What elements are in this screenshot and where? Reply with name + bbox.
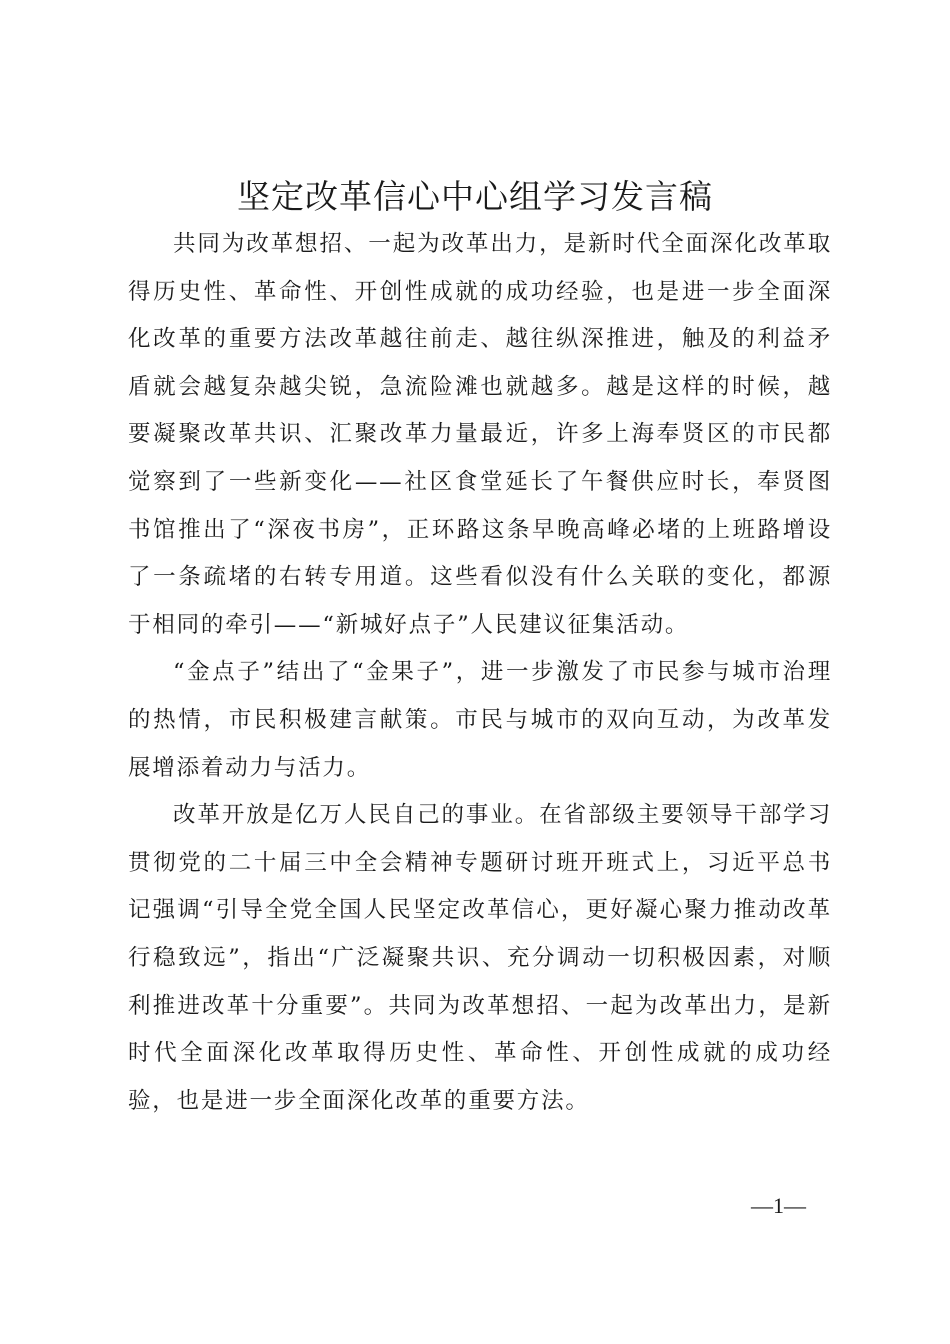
page-number: —1— bbox=[751, 1193, 806, 1218]
document-title: 坚定改革信心中心组学习发言稿 bbox=[237, 177, 713, 216]
paragraph: 共同为改革想招、一起为改革出力，是新时代全面深化改革取得历史性、革命性、开创性成就的成功经验，也是进一步全面深化改革的重要方法改革越往前走、越往纵深推进，触及的利益矛盾就会越复杂越尖锐，急流险滩也就越多。越是这样的时候，越要凝聚改革共识、汇聚改革力量最近，许多上海奉贤区的市民都觉察到了一些新变化——社区食堂延长了午餐供应时长，奉贤图书馆推出了“深夜书房”，正环路这条早晚高峰必堵的上班路增设了一条疏堵的右转专用道。这些看似没有什么关联的变化，都源于相同的牵引——“新城好点子”人民建议征集活动。 bbox=[128, 231, 832, 638]
document-body bbox=[128, 221, 832, 1125]
paragraph: “金点子”结出了“金果子”，进一步激发了市民参与城市治理的热情，市民积极建言献策。市民与城市的双向互动，为改革发展增添着动力与活力。 bbox=[128, 659, 832, 781]
paragraph: 改革开放是亿万人民自己的事业。在省部级主要领导干部学习贯彻党的二十届三中全会精神专题研讨班开班式上，习近平总书记强调“引导全党全国人民坚定改革信心，更好凝心聚力推动改革行稳致远”，指出“广泛凝聚共识、充分调动一切积极因素，对顺利推进改革十分重要”。共同为改革想招、一起为改革出力，是新时代全面深化改革取得历史性、革命性、开创性成就的成功经验，也是进一步全面深化改革的重要方法。 bbox=[128, 802, 832, 1114]
